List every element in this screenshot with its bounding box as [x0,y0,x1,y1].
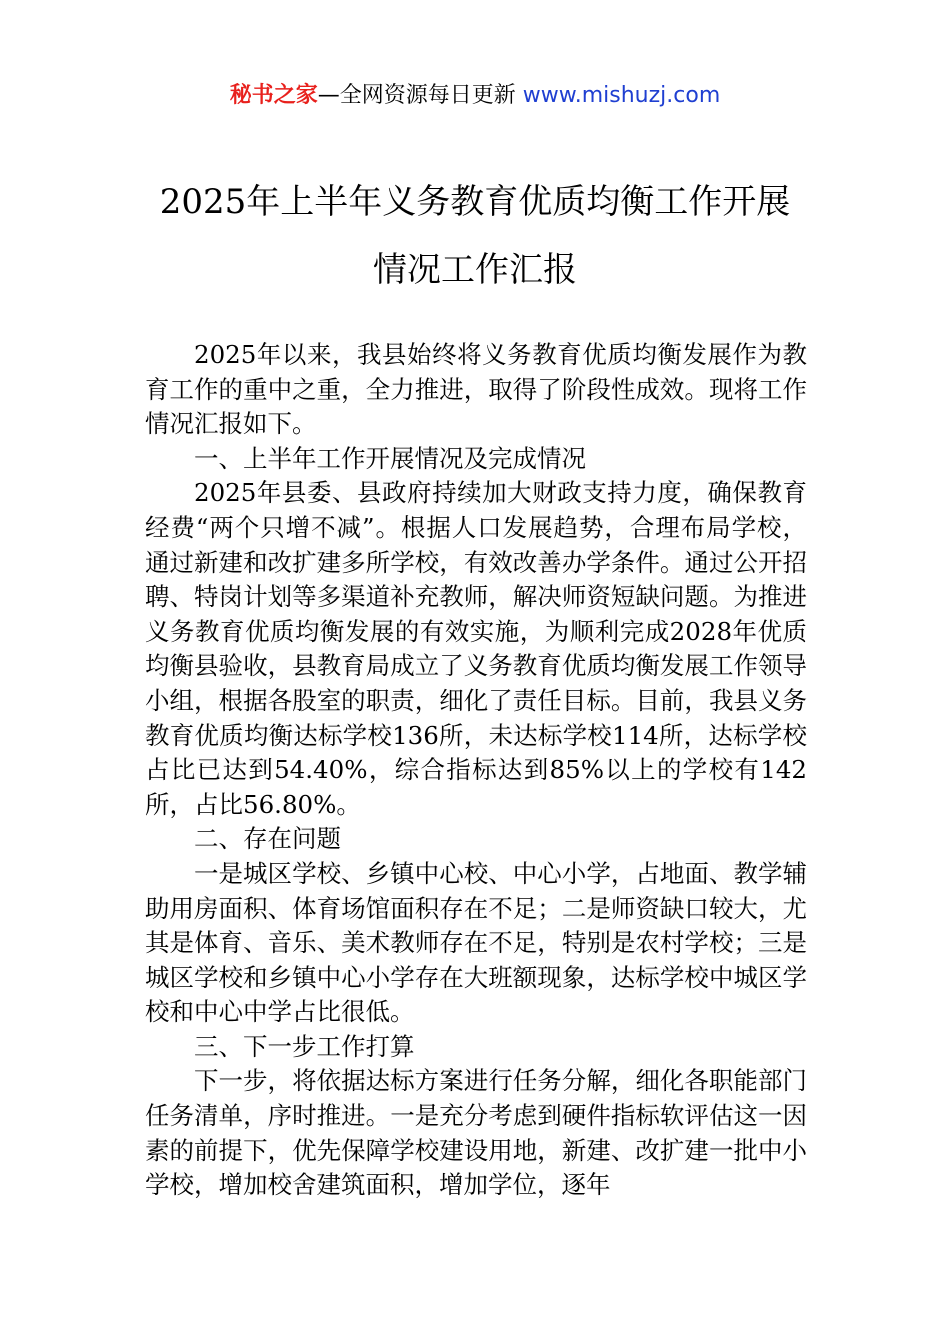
section-heading-2: 二、存在问题 [194,824,341,854]
section-2-paragraph: 一是城区学校、乡镇中心校、中心小学，占地面、教学辅助用房面积、体育场馆面积存在不足；二是师资缺口较大，尤其是体育、音乐、美术教师存在不足，特别是农村学校；三是城区学校和乡镇中心小学存在大班额现象，达标学校中城区学校和中心中学占比很低。 [145,858,807,1027]
site-header [0,80,950,112]
website-link[interactable]: www.mishuzj.com [522,83,721,108]
section-heading-1: 一、上半年工作开展情况及完成情况 [194,443,586,473]
header-tagline: —全网资源每日更新 [317,83,523,108]
section-heading-3: 三、下一步工作打算 [194,1031,415,1061]
section-3-paragraph: 下一步，将依据达标方案进行任务分解，细化各职能部门任务清单，序时推进。一是充分考虑到硬件指标软评估这一因素的前提下，优先保障学校建设用地，新建、改扩建一批中小学校，增加校舍建筑面积，增加学位，逐年 [145,1066,807,1200]
title-line-1: 2025年上半年义务教育优质均衡工作开展 [159,182,791,222]
title-line-2: 情况工作汇报 [373,250,577,290]
section-1-paragraph: 2025年县委、县政府持续加大财政支持力度，确保教育经费“两个只增不减”。根据人口发展趋势，合理布局学校，通过新建和改扩建多所学校，有效改善办学条件。通过公开招聘、特岗计划等多渠道补充教师，解决师资短缺问题。为推进义务教育优质均衡发展的有效实施，为顺利完成2028年优质均衡县验收，县教育局成立了义务教育优质均衡发展工作领导小组，根据各股室的职责，细化了责任目标。目前，我县义务教育优质均衡达标学校136所，未达标学校114所，达标学校占比已达到54.40%，综合指标达到85%以上的学校有142所，占比56.80%。 [145,478,807,819]
brand-name: 秘书之家 [229,83,318,108]
intro-paragraph: 2025年以来，我县始终将义务教育优质均衡发展作为教育工作的重中之重，全力推进，取得了阶段性成效。现将工作情况汇报如下。 [145,340,807,439]
document-body [145,338,807,1203]
document-title [130,168,820,304]
